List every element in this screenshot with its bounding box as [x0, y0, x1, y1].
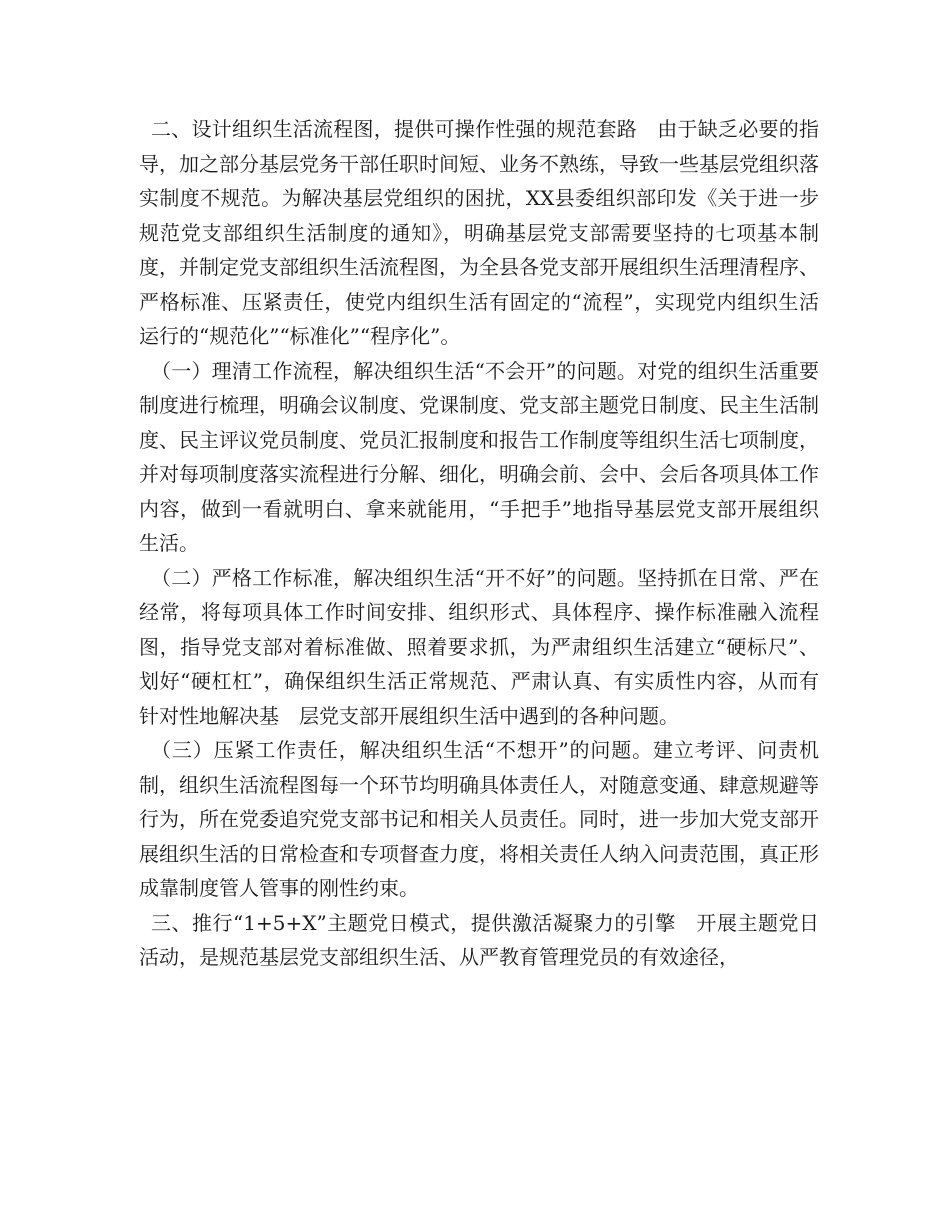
paragraph-subsection-two-standards: （二）严格工作标准，解决组织生活“开不好”的问题。坚持抓在日常、严在经常，将每项具体工作时间安排、组织形式、具体程序、操作标准融入流程图，指导党支部对着标准做、照着要求抓，为严肃组织生活建立“硬标尺”、划好“硬杠杠”，确保组织生活正常规范、严肃认真、有实质性内容，从而有针对性地解决基 层党支部开展组织生活中遇到的各种问题。	[139, 565, 819, 728]
paragraph-subsection-one-workflow: （一）理清工作流程，解决组织生活“不会开”的问题。对党的组织生活重要制度进行梳理，明确会议制度、党课制度、党支部主题党日制度、民主生活制度、民主评议党员制度、党员汇报制度和报告工作制度等组织生活七项制度，并对每项制度落实流程进行分解、细化，明确会前、会中、会后各项具体工作内容，做到一看就明白、拿来就能用，“手把手”地指导基层党支部开展组织生活。	[139, 358, 819, 555]
paragraph-section-two-flowchart: 二、设计组织生活流程图，提供可操作性强的规范套路 由于缺乏必要的指导，加之部分基层党务干部任职时间短、业务不熟练，导致一些基层党组织落实制度不规范。为解决基层党组织的困扰，XX县委组织部印发《关于进一步规范党支部组织生活制度的通知》，明确基层党支部需要坚持的七项基本制度，并制定党支部组织生活流程图，为全县各党支部开展组织生活理清程序、严格标准、压紧责任，使党内组织生活有固定的“流程”，实现党内组织生活运行的“规范化”“标准化”“程序化”。	[139, 117, 819, 348]
document-body	[139, 112, 819, 975]
paragraph-subsection-three-responsibility: （三）压紧工作责任，解决组织生活“不想开”的问题。建立考评、问责机制，组织生活流程图每一个环节均明确具体责任人，对随意变通、肆意规避等行为，所在党委追究党支部书记和相关人员责任。同时，进一步加大党支部开展组织生活的日常检查和专项督查力度，将相关责任人纳入问责范围，真正形成靠制度管人管事的刚性约束。	[139, 738, 819, 900]
paragraph-section-three-party-day: 三、推行“1+5+X”主题党日模式，提供激活凝聚力的引擎 开展主题党日活动，是规范基层党支部组织生活、从严教育管理党员的有效途径，	[139, 910, 819, 969]
